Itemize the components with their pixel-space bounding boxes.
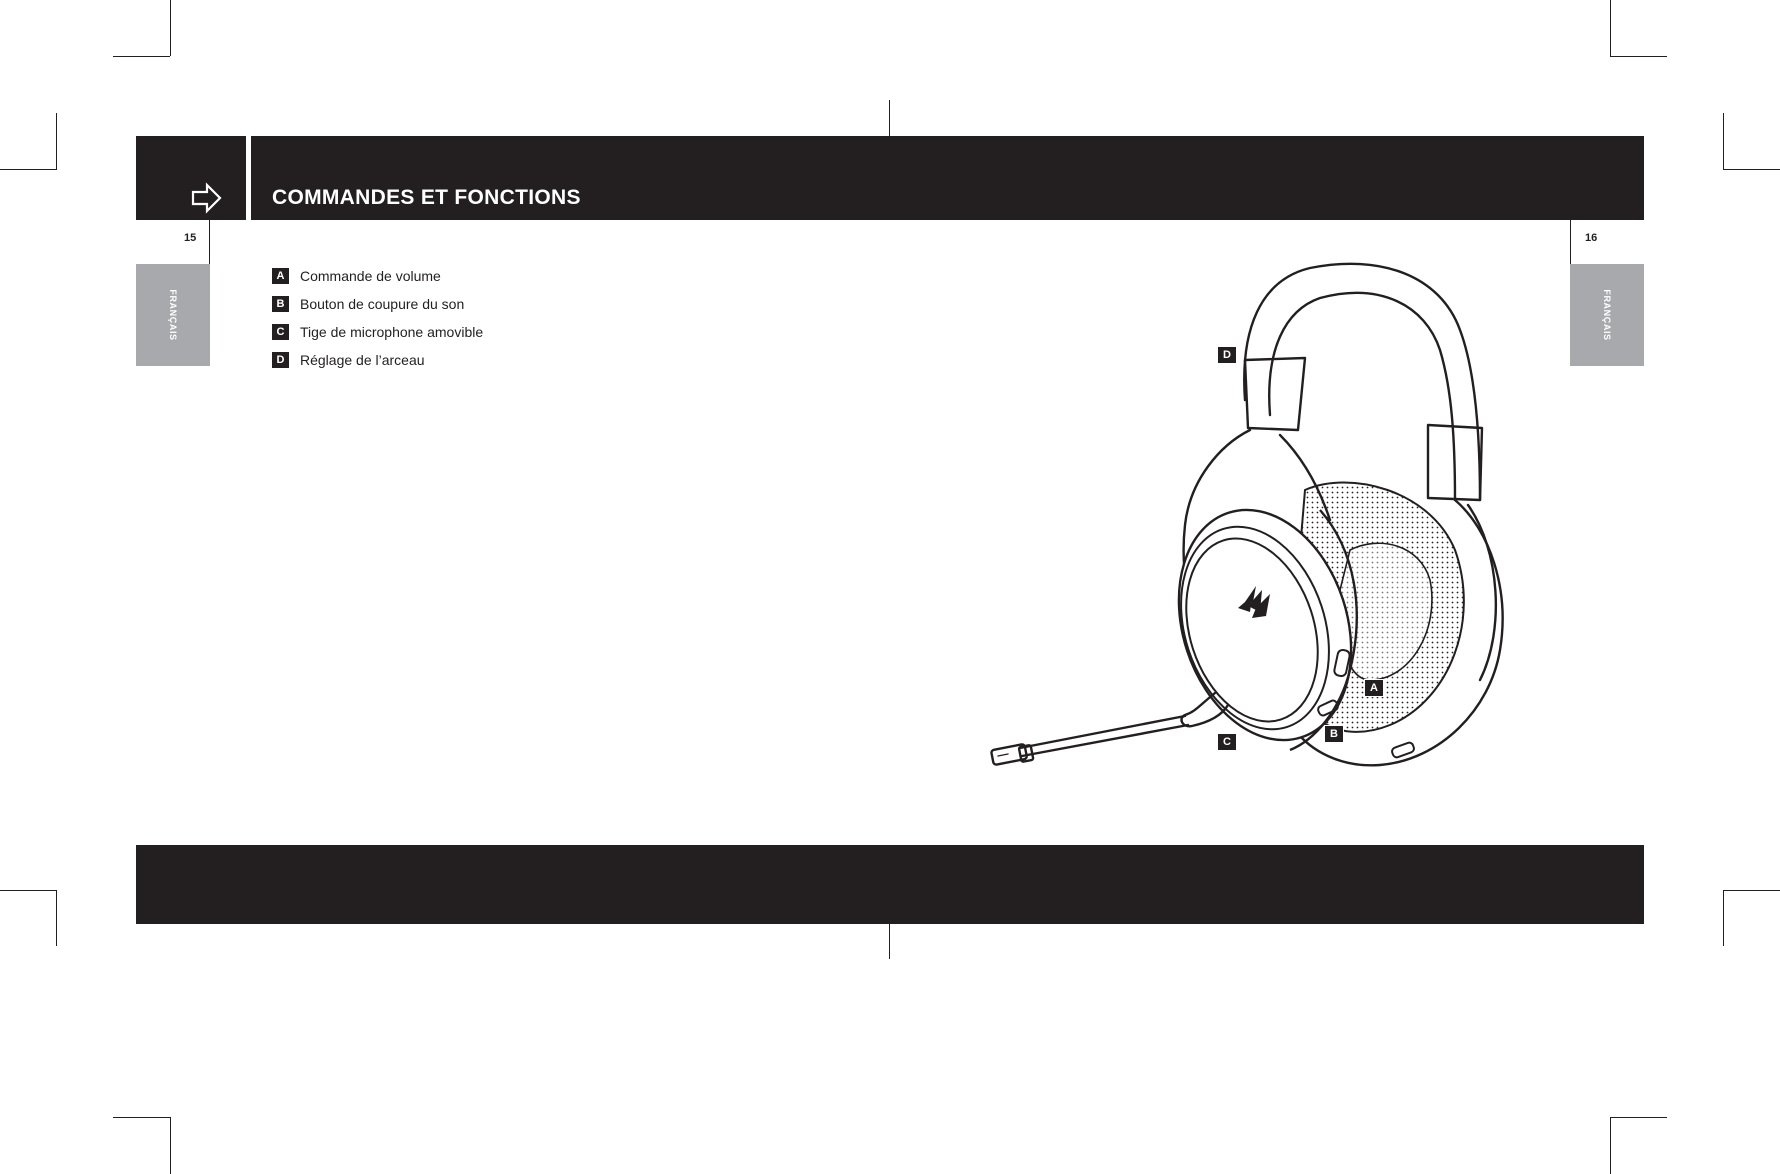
legend-item: [272, 262, 483, 290]
crop-mark: [0, 890, 56, 891]
controls-legend: [272, 262, 483, 374]
page-number-left: 15: [184, 232, 197, 244]
arrow-right-icon: [190, 181, 224, 215]
crop-mark: [1610, 1117, 1611, 1174]
legend-item: [272, 318, 483, 346]
legend-label: Commande de volume: [300, 268, 441, 284]
crop-mark: [113, 56, 170, 57]
crop-mark: [170, 0, 171, 56]
crop-mark: [1610, 0, 1611, 56]
crop-mark: [1723, 890, 1724, 946]
crop-mark: [56, 113, 57, 170]
page-number-right: 16: [1585, 232, 1598, 244]
crop-mark: [1723, 890, 1780, 891]
crop-mark: [170, 1117, 171, 1174]
legend-key: D: [272, 352, 289, 368]
language-tab-label: FRANÇAIS: [168, 289, 178, 341]
page-number-rule-right: [1570, 220, 1571, 264]
page-number-rule-left: [209, 220, 210, 264]
legend-key: C: [272, 324, 289, 340]
legend-key: A: [272, 268, 289, 284]
crop-mark: [1610, 1117, 1667, 1118]
page-title: COMMANDES ET FONCTIONS: [272, 186, 581, 209]
callout-d: D: [1217, 346, 1237, 364]
callout-c: C: [1217, 733, 1237, 751]
legend-key: B: [272, 296, 289, 312]
crop-mark: [0, 169, 56, 170]
crop-mark: [1723, 169, 1780, 170]
language-tab-right: [1570, 264, 1644, 366]
crop-mark: [1610, 56, 1667, 57]
legend-label: Tige de microphone amovible: [300, 324, 484, 340]
crop-mark: [1723, 113, 1724, 170]
legend-label: Bouton de coupure du son: [300, 296, 465, 312]
language-tab-label: FRANÇAIS: [1602, 289, 1612, 341]
headset-illustration: [960, 250, 1550, 790]
legend-item: [272, 290, 483, 318]
language-tab-left: [136, 264, 210, 366]
crop-mark: [56, 890, 57, 946]
legend-label: Réglage de l’arceau: [300, 352, 425, 368]
callout-a: A: [1364, 679, 1384, 697]
crop-mark: [113, 1117, 170, 1118]
footer-bar: [136, 845, 1644, 924]
callout-b: B: [1324, 725, 1344, 743]
center-rule-top: [889, 100, 890, 158]
legend-item: [272, 346, 483, 374]
